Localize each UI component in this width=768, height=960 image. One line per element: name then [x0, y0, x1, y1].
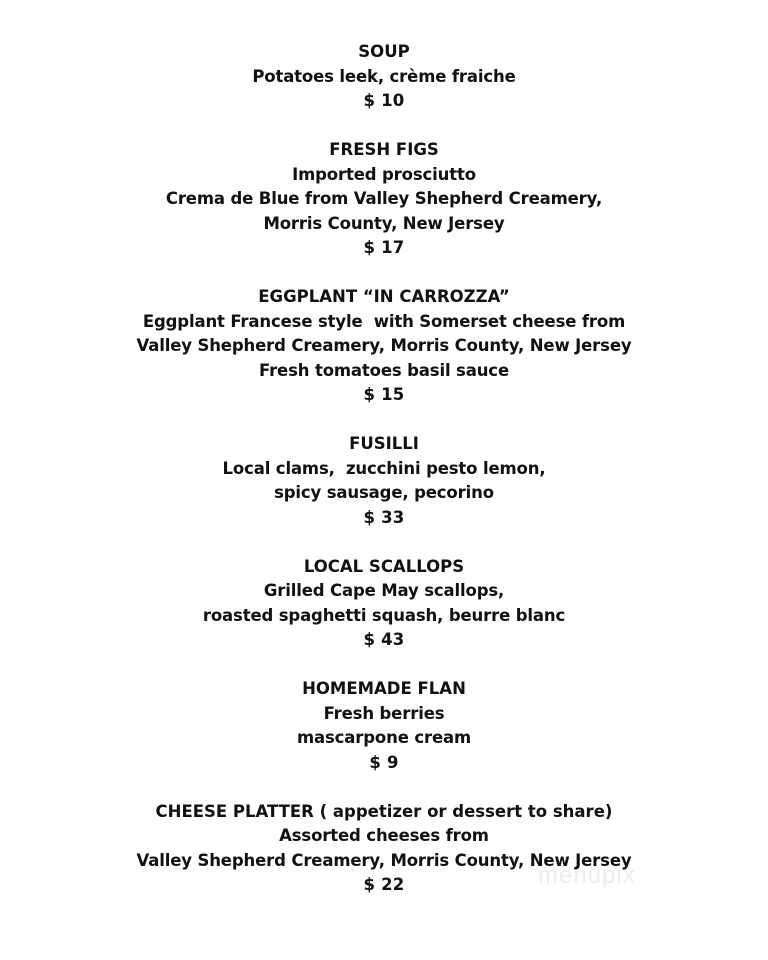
item-description: Valley Shepherd Creamery, Morris County, New Jersey	[136, 850, 632, 870]
menu-item-local-scallops	[0, 555, 768, 653]
item-price: $ 17	[363, 238, 405, 257]
item-description: Crema de Blue from Valley Shepherd Creamery,	[165, 189, 603, 208]
item-price: $ 33	[363, 507, 405, 527]
item-title: FRESH FIGS	[329, 140, 439, 159]
menu	[0, 40, 768, 898]
menu-item-eggplant	[0, 285, 768, 408]
menu-item-fresh-figs	[0, 138, 768, 261]
item-description: Fresh tomatoes basil sauce	[259, 360, 509, 380]
item-description: Grilled Cape May scallops,	[263, 581, 505, 600]
item-title: EGGPLANT “IN CARROZZA”	[258, 287, 510, 306]
item-description: Valley Shepherd Creamery, Morris County, New Jersey	[136, 336, 632, 355]
menu-item-soup	[0, 40, 768, 114]
item-price: $ 9	[369, 752, 399, 772]
item-description: Assorted cheeses from	[279, 826, 489, 845]
item-description: roasted spaghetti squash, beurre blanc	[202, 605, 566, 625]
item-description: spicy sausage, pecorino	[274, 483, 494, 502]
item-price: $ 10	[363, 91, 405, 110]
item-description: Fresh berries	[323, 703, 445, 723]
item-description: Eggplant Francese style with Somerset cheese from	[142, 311, 626, 331]
item-title: HOMEMADE FLAN	[302, 679, 466, 698]
menu-item-cheese-platter	[0, 800, 768, 898]
item-description: Potatoes leek, crème fraiche	[252, 66, 516, 86]
item-description: mascarpone cream	[296, 728, 472, 747]
item-title: LOCAL SCALLOPS	[303, 556, 465, 576]
item-description: Local clams, zucchini pesto lemon,	[222, 458, 546, 478]
item-price: $ 22	[363, 875, 405, 894]
item-title: FUSILLI	[349, 434, 419, 453]
item-price: $ 43	[363, 630, 405, 649]
item-description: Morris County, New Jersey	[263, 213, 505, 233]
menupix-watermark: menupix	[538, 862, 636, 889]
item-title: CHEESE PLATTER ( appetizer or dessert to share)	[155, 801, 613, 821]
menu-item-fusilli	[0, 432, 768, 530]
item-title: SOUP	[358, 42, 410, 61]
item-description: Imported prosciutto	[292, 164, 476, 184]
menu-item-homemade-flan	[0, 677, 768, 775]
item-price: $ 15	[363, 385, 405, 404]
